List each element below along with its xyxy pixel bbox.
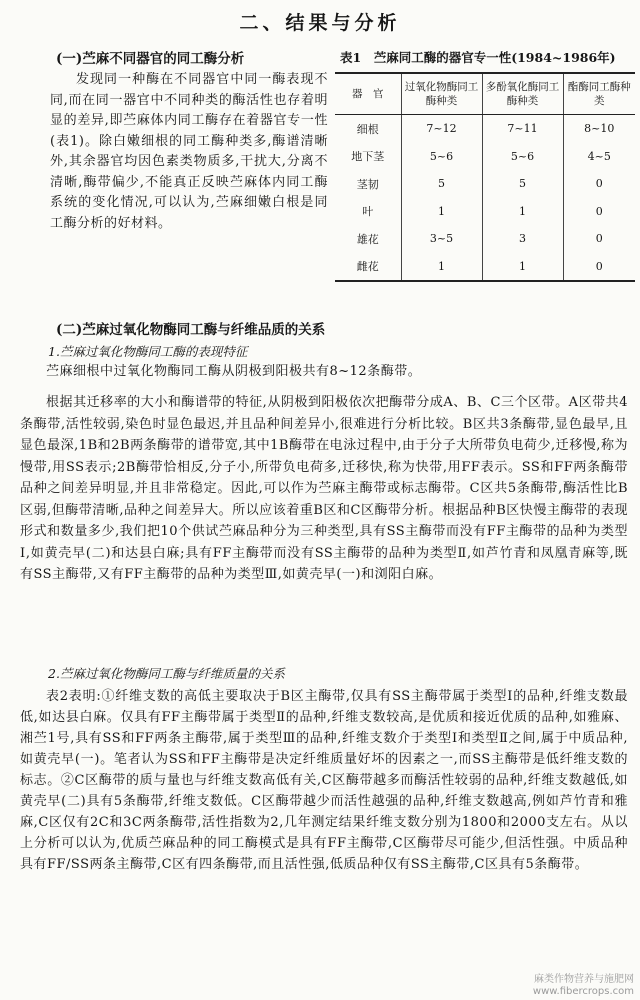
watermark-line-1: 麻类作物营养与施肥网 (534, 974, 634, 985)
table-cell: 3 (482, 225, 563, 253)
table-cell: 茎韧 (356, 177, 379, 191)
table-cell: 0 (563, 225, 635, 253)
table-header-peroxidase: 过氧化物酶同工酶种类 (401, 73, 482, 115)
table-cell: 1 (482, 253, 563, 282)
table-cell: 0 (563, 198, 635, 226)
table-cell: 4~5 (563, 143, 635, 171)
table-cell: 3~5 (401, 225, 482, 253)
table-cell: 7~12 (401, 115, 482, 143)
table-cell: 0 (563, 253, 635, 282)
table-row (335, 170, 635, 198)
table-cell: 5~6 (482, 143, 563, 171)
table-row (335, 115, 635, 143)
table-cell: 地下茎 (351, 150, 385, 164)
table-cell: 1 (401, 198, 482, 226)
table-1 (335, 72, 635, 282)
table-cell: 1 (401, 253, 482, 282)
paragraph-zone-analysis: 根据其迁移率的大小和酶谱带的特征,从阴极到阳极依次把酶带分成A、B、C三个区带。A区带共4条酶带,活性较弱,染色时显色最迟,并且品种间差异小,很难进行分析比较。B区共3条酶带,显色最早,且显色最深,1B和2B两条酶带的谱带宽,其中1B酶带在电泳过程中,由于分子大所带负电荷少,迁移慢,称为慢带,用SS表示;2B酶带恰相反,分子小,所带负电荷多,迁移快,称为快带,用FF表示。SS和FF两条酶带品种之间差异明显,并且非常稳定。因此,可以作为苎麻主酶带或标志酶带。C区共5条酶带,酶活性比B区弱,但酶带清晰,品种之间差异大。所以应该着重B区和C区酶带分析。根据品种B区快慢主酶带的表现形式和数量多少,我们把10个供试苎麻品种分为三种类型,具有SS主酶带而没有FF主酶带的品种为类型Ⅰ,如黄壳早(二)和达县白麻;具有FF主酶带而没有SS主酶带的品种为类型Ⅱ,如芦竹青和凤凰青麻等,既有SS主酶带,又有FF主酶带的品种为类型Ⅲ,如黄壳早(一)和浏阳白麻。 (20, 395, 628, 582)
table-row (335, 143, 635, 171)
table-header-organ: 器 官 (335, 73, 401, 115)
table-cell: 1 (482, 198, 563, 226)
section-title: 二、结果与分析 (239, 12, 401, 34)
table-row (335, 225, 635, 253)
heading-fiber-quality: 2.苎麻过氧化物酶同工酶与纤维质量的关系 (48, 666, 285, 681)
table-cell: 叶 (362, 205, 374, 219)
table-cell: 5 (482, 170, 563, 198)
table-header-polyphenol-oxidase: 多酚氧化酶同工酶种类 (482, 73, 563, 115)
table-row (335, 253, 635, 282)
table-cell: 5 (401, 170, 482, 198)
table-row (335, 198, 635, 226)
table-cell: 0 (563, 170, 635, 198)
heading-expression-features: 1.苎麻过氧化物酶同工酶的表现特征 (48, 344, 248, 359)
paragraph-fiber-quality-analysis: 表2表明:①纤维支数的高低主要取决于B区主酶带,仅具有SS主酶带属于类型Ⅰ的品种,纤维支数最低,如达县白麻。仅具有FF主酶带属于类型Ⅱ的品种,纤维支数较高,是优质和接近优质的品种,如雅麻、湘苎1号,具有SS和FF两条主酶带,属于类型Ⅲ的品种,纤维支数介于类型Ⅰ和类型Ⅱ之间,属于中质品种,如黄壳早(一)。笔者认为SS和FF主酶带是决定纤维质量好坏的因素之一,而SS主酶带是低纤维支数的标志。②C区酶带的质与量也与纤维支数高低有关,C区酶带越多而酶活性较弱的品种,纤维支数越低,如黄壳早(二)具有5条酶带,纤维支数低。C区酶带越少而活性越强的品种,纤维支数越高,例如芦竹青和雅麻,C区仅有2C和3C两条酶带,活性指数为2,几年测定结果纤维支数分别为1800和2000支左右。从以上分析可以认为,优质苎麻品种的同工酶模式是具有FF主酶带,C区酶带尽可能少,但活性强。中质品种具有FF/SS两条主酶带,C区有四条酶带,而且活性强,低质品种仅有SS主酶带,C区具有5条酶带。 (20, 689, 629, 872)
table-cell: 雌花 (335, 253, 401, 282)
paragraph-band-count: 苎麻细根中过氧化物酶同工酶从阴极到阳极共有8~12条酶带。 (46, 364, 422, 379)
subsection-title-1: (一)苎麻不同器官的同工酶分析 (56, 51, 245, 67)
watermark (533, 974, 634, 998)
table-header-row (335, 73, 635, 115)
table-cell: 雄花 (356, 232, 379, 246)
paragraph-organ-specificity: 发现同一种酶在不同器官中同一酶表现不同,而在同一器官中不同种类的酶活性也存着明显的差异,即苎麻体内同工酶存在着器官专一性(表1)。除白嫩细根的同工酶种类多,酶谱清晰外,其余器官均因色素类物质多,干扰大,分离不清晰,酶带偏少,不能真正反映苎麻体内同工酶系统的变化情况,可以认为,苎麻细嫩白根是同工酶分析的好材料。 (50, 72, 328, 231)
table-cell: 细根 (356, 122, 379, 136)
table-header-esterase: 酯酶同工酶种类 (563, 73, 635, 115)
subsection-title-2: (二)苎麻过氧化物酶同工酶与纤维品质的关系 (56, 322, 326, 338)
table-cell: 8~10 (563, 115, 635, 143)
table-1-caption: 表1 苎麻同工酶的器官专一性(1984~1986年) (340, 50, 616, 65)
watermark-line-2: www.fibercrops.com (532, 986, 634, 997)
table-cell: 5~6 (401, 143, 482, 171)
table-cell: 7~11 (482, 115, 563, 143)
